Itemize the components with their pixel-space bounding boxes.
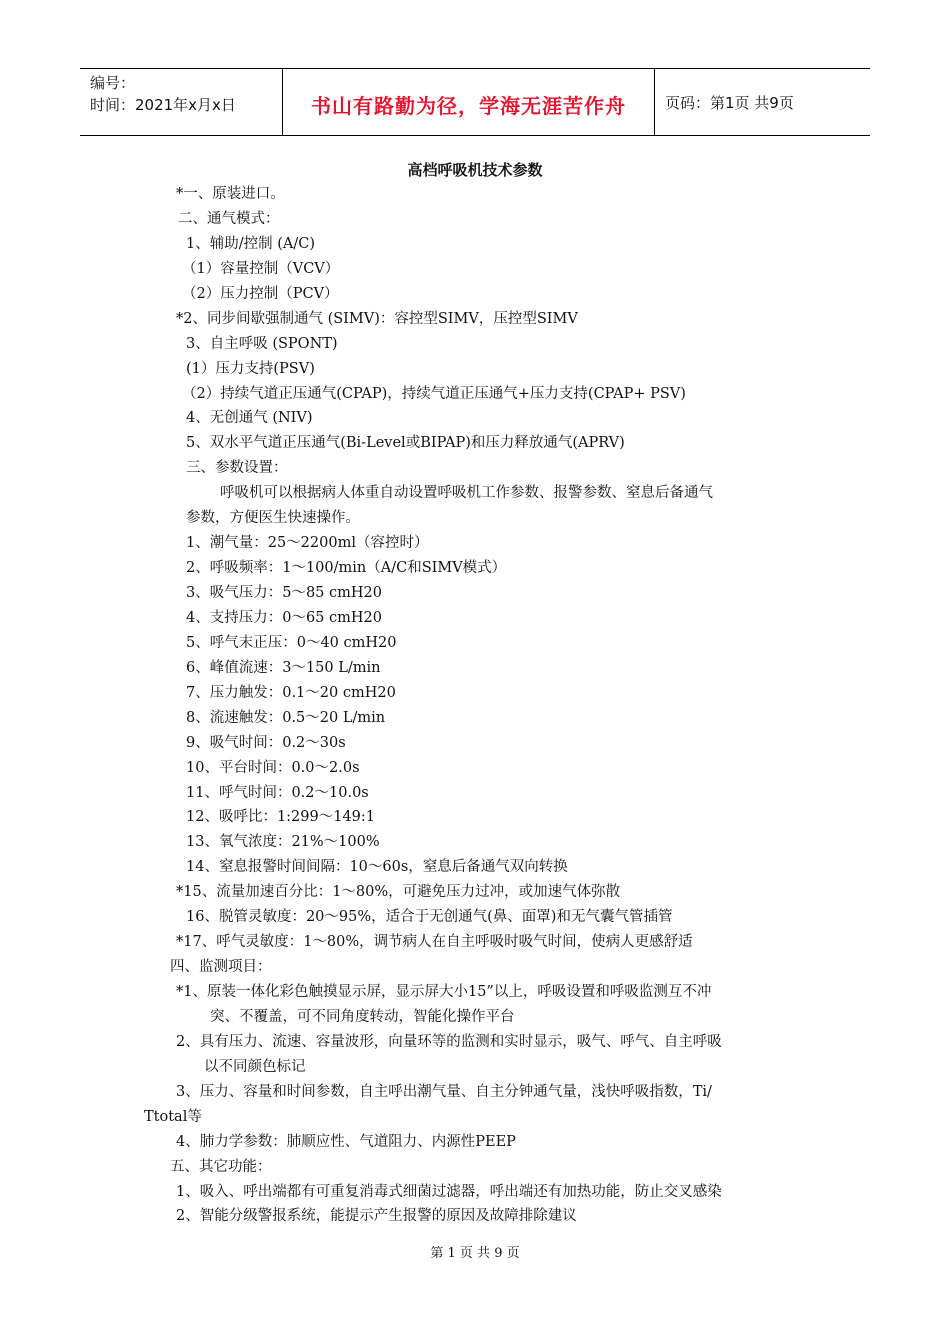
motto: 书山有路勤为径，学海无涯苦作舟 bbox=[311, 93, 626, 118]
text-line: 2、呼吸频率：1～100/min（A/C和SIMV模式） bbox=[186, 560, 507, 577]
text-line: *2、同步间歇强制通气 (SIMV)：容控型SIMV，压控型SIMV bbox=[176, 310, 578, 327]
text-line: 5、双水平气道正压通气(Bi-Level或BIPAP)和压力释放通气(APRV) bbox=[186, 435, 625, 452]
text-line: 突、不覆盖，可不同角度转动，智能化操作平台 bbox=[210, 1008, 515, 1025]
text-line: Ttotal等 bbox=[144, 1108, 202, 1125]
text-line: 3、自主呼吸 (SPONT) bbox=[186, 335, 338, 352]
document-title: 高档呼吸机技术参数 bbox=[407, 161, 543, 179]
text-line: 16、脱管灵敏度：20～95%，适合于无创通气(鼻、面罩)和无气囊气管插管 bbox=[186, 909, 673, 926]
text-line: 7、压力触发：0.1～20 cmH20 bbox=[186, 684, 396, 701]
text-line: 三、参数设置： bbox=[186, 460, 288, 477]
text-line: (1）压力支持(PSV) bbox=[186, 360, 315, 377]
number-label: 编号： bbox=[90, 74, 136, 92]
text-line: 5、呼气末正压：0～40 cmH20 bbox=[186, 634, 397, 651]
text-line: 13、氧气浓度：21%～100% bbox=[186, 834, 380, 851]
text-line: *1、原装一体化彩色触摸显示屏，显示屏大小15”以上，呼吸设置和呼吸监测互不冲 bbox=[176, 984, 712, 1000]
text-line: 四、监测项目： bbox=[170, 959, 272, 976]
page-footer: 第 1 页 共 9 页 bbox=[430, 1246, 520, 1261]
text-line: 1、辅助/控制 (A/C) bbox=[186, 235, 315, 252]
text-line: 11、呼气时间：0.2～10.0s bbox=[186, 784, 369, 801]
text-line: 2、智能分级警报系统，能提示产生报警的原因及故障排除建议 bbox=[176, 1208, 577, 1225]
text-line: 1、潮气量：25～2200ml（容控时） bbox=[186, 535, 429, 552]
text-line: 呼吸机可以根据病人体重自动设置呼吸机工作参数、报警参数、窒息后备通气 bbox=[220, 485, 713, 502]
text-line: *一、原装进口。 bbox=[176, 186, 285, 202]
text-line: 4、支持压力：0～65 cmH20 bbox=[186, 609, 382, 626]
text-line: （2）持续气道正压通气(CPAP)，持续气道正压通气+压力支持(CPAP+ PSV) bbox=[182, 385, 686, 402]
text-line: 3、吸气压力：5～85 cmH20 bbox=[186, 585, 382, 601]
header-info-cell bbox=[80, 69, 282, 135]
text-line: 4、无创通气 (NIV) bbox=[186, 410, 313, 427]
text-line: 二、通气模式： bbox=[178, 210, 280, 227]
text-line: 14、窒息报警时间间隔：10～60s，窒息后备通气双向转换 bbox=[186, 859, 568, 876]
text-line: 1、吸入、呼出端都有可重复消毒式细菌过滤器，呼出端还有加热功能，防止交叉感染 bbox=[176, 1183, 722, 1200]
text-line: （1）容量控制（VCV） bbox=[182, 260, 340, 277]
page-label: 页码：第1页 共9页 bbox=[665, 93, 794, 112]
header-motto-cell bbox=[282, 69, 655, 135]
text-line: 12、吸呼比：1:299～149:1 bbox=[186, 809, 376, 826]
text-line: 五、其它功能： bbox=[170, 1158, 272, 1175]
text-line: 参数，方便医生快速操作。 bbox=[186, 510, 360, 527]
header-table bbox=[80, 68, 870, 136]
text-line: 8、流速触发：0.5～20 L/min bbox=[186, 709, 386, 726]
text-line: 2、具有压力、流速、容量波形，向量环等的监测和实时显示，吸气、呼气、自主呼吸 bbox=[176, 1033, 722, 1050]
text-line: 6、峰值流速：3～150 L/min bbox=[186, 659, 381, 676]
document-body bbox=[0, 182, 950, 1229]
text-line: *17、呼气灵敏度：1～80%，调节病人在自主呼吸时吸气时间，使病人更感舒适 bbox=[176, 934, 693, 951]
text-line: 10、平台时间：0.0～2.0s bbox=[186, 759, 360, 776]
text-line: *15、流量加速百分比：1～80%，可避免压力过冲，或加速气体弥散 bbox=[176, 884, 621, 901]
text-line: 9、吸气时间：0.2～30s bbox=[186, 734, 346, 751]
time-label: 时间：2021年x月x日 bbox=[90, 96, 236, 114]
text-line: （2）压力控制（PCV） bbox=[182, 285, 339, 302]
text-line: 4、肺力学参数：肺顺应性、气道阻力、内源性PEEP bbox=[176, 1133, 516, 1150]
text-line: 3、压力、容量和时间参数，自主呼出潮气量、自主分钟通气量，浅快呼吸指数，Ti/ bbox=[176, 1083, 712, 1100]
header-page-cell bbox=[655, 69, 870, 135]
text-line: 以不同颜色标记 bbox=[204, 1058, 306, 1075]
